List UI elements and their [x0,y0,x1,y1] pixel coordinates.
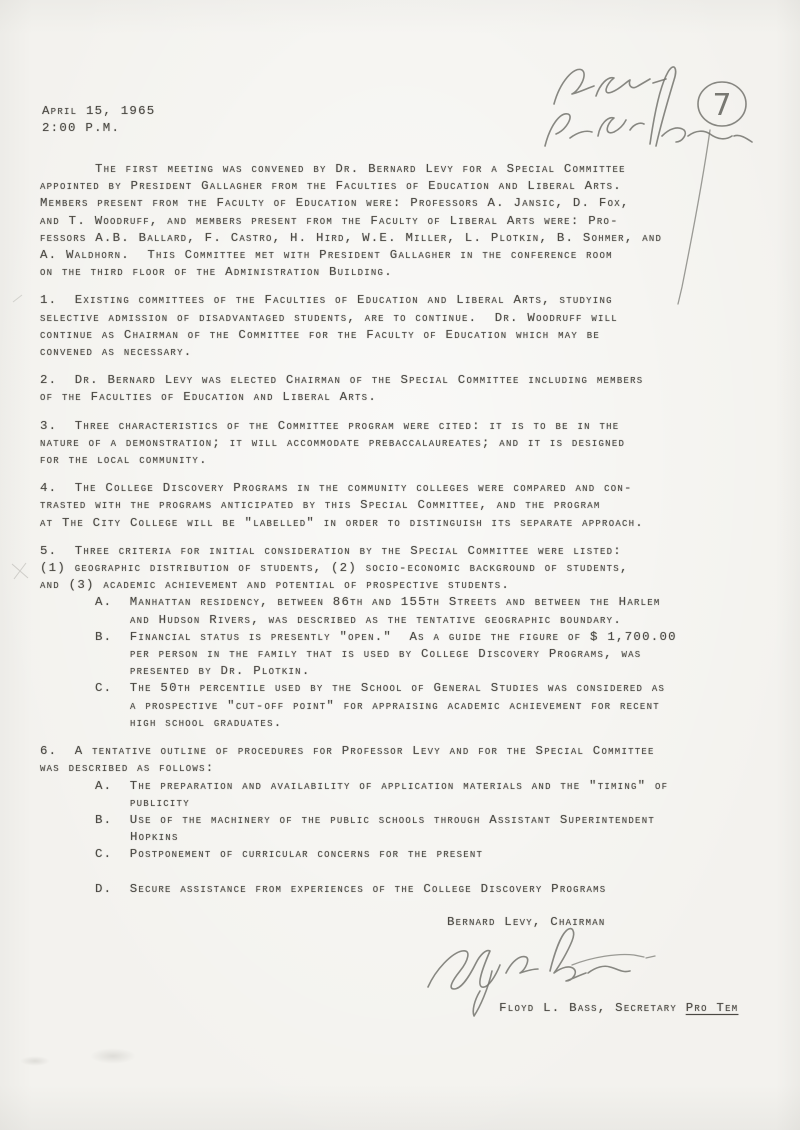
text-line: A. Manhattan residency, between 86th and 155th Streets and between the Harlem [95,595,661,610]
handwritten-signature [422,927,657,1019]
text-line: 4. The College Discovery Programs in the community colleges were compared and con- [40,481,633,496]
secretary-title-underlined: Pro Tem [685,1001,739,1016]
text-line: for the local community. [40,453,208,468]
text-line: 2. Dr. Bernard Levy was elected Chairman of the Special Committee including members [40,373,644,388]
text-line: was described as follows: [40,761,215,776]
signature-block [447,914,777,1024]
page-number: 7 [712,88,732,123]
signature-scrawl [422,927,657,1019]
intro-paragraph [40,161,785,281]
text-line: at The City College will be "labelled" in order to distinguish its separate approach. [40,515,644,530]
scan-smudge-tick [10,292,28,306]
text-line: and Hudson Rivers, was described as the tentative geographic boundary. [130,612,623,627]
date-line: April 15, 1965 [42,104,156,118]
text-line: Hopkins [130,830,179,845]
text-line: B. Financial status is presently "open." As a guide the figure of $ 1,700.00 [95,629,677,644]
text-line: 3. Three characteristics of the Committee program were cited: it is to be in the [40,418,620,433]
chairman-name-line: Bernard Levy, Chairman [447,915,606,929]
text-line: C. Postponement of curricular concerns for the present [95,847,484,862]
text-line: continue as Chairman of the Committee for the Faculty of Education which may be [40,327,601,342]
text-line: B. Use of the machinery of the public schools through Assistant Superintendent [95,812,656,827]
time-line: 2:00 P.M. [42,121,121,136]
text-line: 5. Three criteria for initial consideration by the Special Committee were listed: [40,543,622,558]
handwriting-line2b-stroke [650,67,752,146]
minute-item-2 [40,372,785,406]
secretary-name-text: Floyd L. Bass, Secretary [499,1001,686,1016]
minute-item-6 [40,743,785,898]
text-line: (1) geographic distribution of students, (2) socio-economic background of students, [40,561,629,576]
minute-item-1 [40,292,785,361]
signature-middle-initial-stroke [506,957,538,973]
text-line: and T. Woodruff, and members present from the Faculty of Liberal Arts were: Pro- [40,213,619,228]
text-line: appointed by President Gallagher from the Faculties of Education and Liberal Arts. [40,179,622,194]
text-line: publicity [130,795,190,810]
scan-smudge-x [8,558,34,584]
document-body [40,161,785,898]
scan-blot-small [20,1056,50,1066]
text-line: presented by Dr. Plotkin. [130,664,311,679]
text-line: per person in the family that is used by College Discovery Programs, was [130,647,642,662]
scan-blot [90,1048,136,1064]
text-line: selective admission of disadvantaged students, are to continue. Dr. Woodruff will [40,310,618,325]
text-line: nature of a demonstration; it will accommodate prebaccalaureates; and it is designed [40,435,626,450]
text-line: C. The 50th percentile used by the School of General Studies was considered as [95,681,666,696]
text-line: The first meeting was convened by Dr. Bernard Levy for a Special Committee [95,162,626,176]
minute-item-5 [40,543,785,732]
text-line [40,864,785,881]
signature-flourish-stroke [572,954,655,965]
text-line: Members present from the Faculty of Education were: Professors A. Jansic, D. Fox, [40,196,630,211]
text-line: a prospective "cut-off point" for appraising academic achievement for recent [130,698,660,713]
text-line: fessors A.B. Ballard, F. Castro, H. Hird, W.E. Miller, L. Plotkin, B. Sohmer, and [40,230,663,245]
text-line: D. Secure assistance from experiences of the College Discovery Programs [95,881,607,896]
signature-descender-stroke [473,971,492,1016]
text-line: and (3) academic achievement and potential of prospective students. [40,578,511,593]
text-line: of the Faculties of Education and Liberal Arts. [40,390,378,405]
text-line: high school graduates. [130,715,283,730]
text-line: A. Waldhorn. This Committee met with President Gallagher in the conference room [40,248,613,263]
text-line: on the third floor of the Administration Building. [40,265,393,280]
date-block [42,103,155,137]
text-line: trasted with the programs anticipated by this Special Committee, and the program [40,498,601,513]
minute-item-3 [40,418,785,470]
handwriting-line1-stroke [554,69,666,104]
page-number-circle [698,82,746,126]
text-line: 1. Existing committees of the Faculties of Education and Liberal Arts, studying [40,293,613,308]
text-line: A. The preparation and availability of application materials and the "timing" of [95,778,669,793]
handwriting-line2-stroke [545,114,644,146]
minute-item-4 [40,480,785,532]
text-line: convened as necessary. [40,345,193,360]
text-line: 6. A tentative outline of procedures for Professor Levy and for the Special Committee [40,744,655,759]
